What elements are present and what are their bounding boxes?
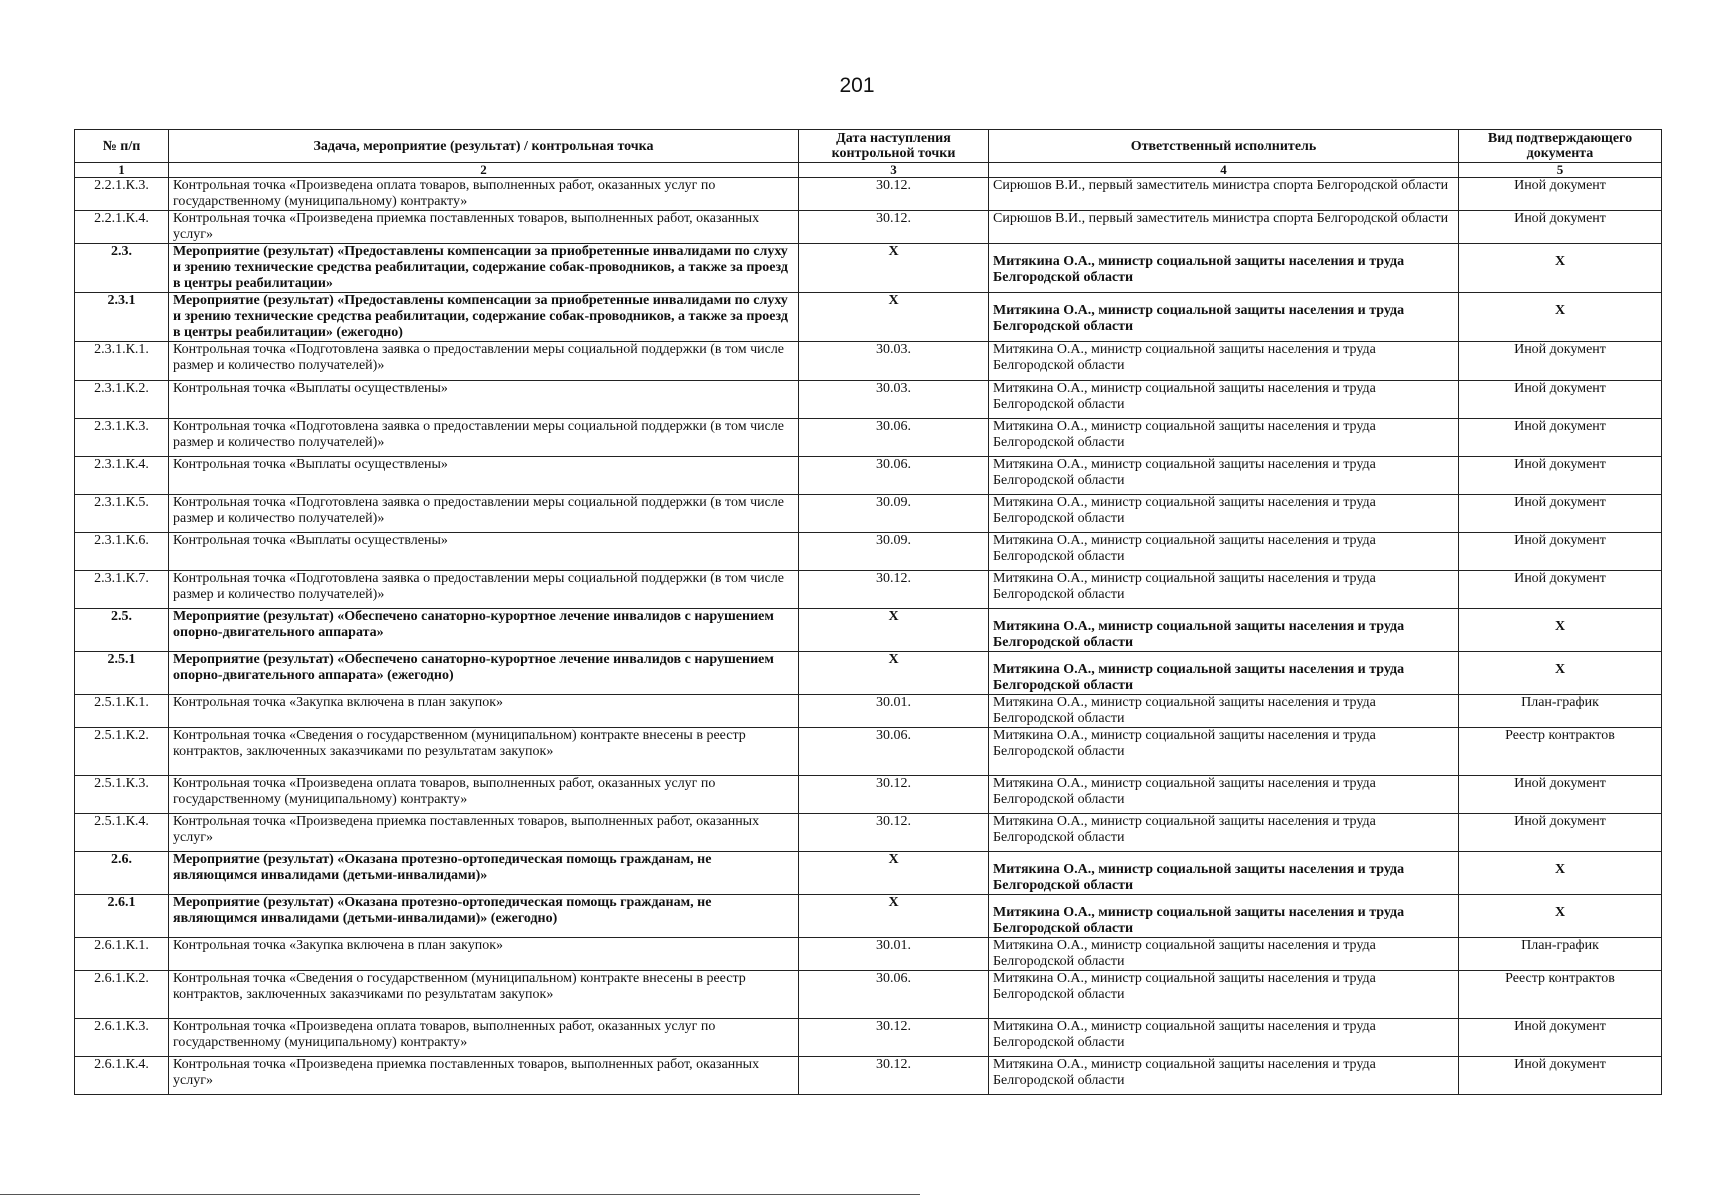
row-task: Контрольная точка «Произведена оплата товаров, выполненных работ, оказанных услуг по государственному (муниципальному) контракту» (169, 178, 799, 211)
column-number: 2 (169, 163, 799, 178)
row-document: Реестр контрактов (1459, 728, 1662, 776)
row-number: 2.5.1.К.1. (75, 695, 169, 728)
plan-table (74, 129, 1662, 1095)
table-row (75, 776, 1662, 814)
row-date: 30.12. (799, 1057, 989, 1095)
table-body (75, 178, 1662, 1095)
row-number: 2.5.1 (75, 652, 169, 695)
row-responsible: Митякина О.А., министр социальной защиты населения и труда Белгородской области (989, 609, 1459, 652)
header-num: № п/п (75, 130, 169, 163)
column-number: 4 (989, 163, 1459, 178)
table-row (75, 852, 1662, 895)
table-header-row (75, 130, 1662, 163)
row-responsible: Митякина О.А., министр социальной защиты населения и труда Белгородской области (989, 1019, 1459, 1057)
row-task: Контрольная точка «Выплаты осуществлены» (169, 381, 799, 419)
table-row (75, 609, 1662, 652)
row-responsible: Митякина О.А., министр социальной защиты населения и труда Белгородской области (989, 495, 1459, 533)
row-document: Иной документ (1459, 381, 1662, 419)
table-row (75, 381, 1662, 419)
row-task: Контрольная точка «Произведена приемка поставленных товаров, выполненных работ, оказанных услуг» (169, 1057, 799, 1095)
row-number: 2.5.1.К.2. (75, 728, 169, 776)
row-number: 2.6.1.К.2. (75, 971, 169, 1019)
table-row (75, 1019, 1662, 1057)
table-row (75, 495, 1662, 533)
row-number: 2.5.1.К.3. (75, 776, 169, 814)
row-date: 30.06. (799, 419, 989, 457)
row-date: X (799, 244, 989, 293)
row-task: Мероприятие (результат) «Обеспечено санаторно-курортное лечение инвалидов с нарушением опорно-двигательного аппарата» (ежегодно) (169, 652, 799, 695)
row-responsible: Митякина О.А., министр социальной защиты населения и труда Белгородской области (989, 652, 1459, 695)
table-row (75, 419, 1662, 457)
table-row (75, 938, 1662, 971)
row-number: 2.3.1.К.4. (75, 457, 169, 495)
row-responsible: Митякина О.А., министр социальной защиты населения и труда Белгородской области (989, 971, 1459, 1019)
row-number: 2.2.1.К.4. (75, 211, 169, 244)
row-responsible: Митякина О.А., министр социальной защиты населения и труда Белгородской области (989, 457, 1459, 495)
table-row (75, 457, 1662, 495)
header-responsible: Ответственный исполнитель (989, 130, 1459, 163)
row-task: Мероприятие (результат) «Предоставлены компенсации за приобретенные инвалидами по слуху и зрению технические средства реабилитации, содержание собак-проводников, а также за проезд в центры реабилитации» (169, 244, 799, 293)
row-number: 2.3.1.К.1. (75, 342, 169, 381)
row-task: Контрольная точка «Подготовлена заявка о предоставлении меры социальной поддержки (в том числе размер и количество получателей)» (169, 342, 799, 381)
row-document: Иной документ (1459, 776, 1662, 814)
table-row (75, 211, 1662, 244)
row-number: 2.6.1 (75, 895, 169, 938)
row-responsible: Митякина О.А., министр социальной защиты населения и труда Белгородской области (989, 419, 1459, 457)
header-task: Задача, мероприятие (результат) / контрольная точка (169, 130, 799, 163)
row-number: 2.6.1.К.3. (75, 1019, 169, 1057)
footer-rule (0, 1194, 920, 1195)
row-responsible: Митякина О.А., министр социальной защиты населения и труда Белгородской области (989, 895, 1459, 938)
row-document: Иной документ (1459, 211, 1662, 244)
row-number: 2.3.1.К.6. (75, 533, 169, 571)
row-task: Контрольная точка «Произведена приемка поставленных товаров, выполненных работ, оказанных услуг» (169, 211, 799, 244)
row-date: X (799, 293, 989, 342)
row-task: Контрольная точка «Подготовлена заявка о предоставлении меры социальной поддержки (в том числе размер и количество получателей)» (169, 495, 799, 533)
row-number: 2.3. (75, 244, 169, 293)
row-number: 2.6.1.К.1. (75, 938, 169, 971)
table-row (75, 971, 1662, 1019)
row-number: 2.3.1.К.3. (75, 419, 169, 457)
row-task: Контрольная точка «Подготовлена заявка о предоставлении меры социальной поддержки (в том числе размер и количество получателей)» (169, 419, 799, 457)
header-document: Вид подтверждающего документа (1459, 130, 1662, 163)
row-number: 2.3.1 (75, 293, 169, 342)
row-task: Контрольная точка «Произведена оплата товаров, выполненных работ, оказанных услуг по государственному (муниципальному) контракту» (169, 776, 799, 814)
row-date: X (799, 652, 989, 695)
row-responsible: Митякина О.А., министр социальной защиты населения и труда Белгородской области (989, 695, 1459, 728)
row-date: 30.12. (799, 776, 989, 814)
row-document: Иной документ (1459, 1019, 1662, 1057)
row-document: X (1459, 244, 1662, 293)
row-date: 30.01. (799, 695, 989, 728)
row-date: 30.03. (799, 342, 989, 381)
row-task: Контрольная точка «Сведения о государственном (муниципальном) контракте внесены в реестр контрактов, заключенных заказчиками по результатам закупок» (169, 728, 799, 776)
row-task: Контрольная точка «Выплаты осуществлены» (169, 457, 799, 495)
row-document: X (1459, 609, 1662, 652)
row-date: X (799, 609, 989, 652)
row-task: Мероприятие (результат) «Оказана протезно-ортопедическая помощь гражданам, не являющимся инвалидами (детьми-инвалидами)» (169, 852, 799, 895)
table-row (75, 244, 1662, 293)
row-number: 2.5. (75, 609, 169, 652)
row-document: X (1459, 895, 1662, 938)
row-document: План-график (1459, 938, 1662, 971)
row-task: Мероприятие (результат) «Обеспечено санаторно-курортное лечение инвалидов с нарушением опорно-двигательного аппарата» (169, 609, 799, 652)
row-document: Иной документ (1459, 178, 1662, 211)
row-document: Реестр контрактов (1459, 971, 1662, 1019)
row-responsible: Митякина О.А., министр социальной защиты населения и труда Белгородской области (989, 571, 1459, 609)
row-responsible: Митякина О.А., министр социальной защиты населения и труда Белгородской области (989, 776, 1459, 814)
row-date: 30.06. (799, 457, 989, 495)
row-responsible: Митякина О.А., министр социальной защиты населения и труда Белгородской области (989, 814, 1459, 852)
row-responsible: Митякина О.А., министр социальной защиты населения и труда Белгородской области (989, 293, 1459, 342)
row-document: Иной документ (1459, 1057, 1662, 1095)
row-number: 2.3.1.К.2. (75, 381, 169, 419)
row-responsible: Митякина О.А., министр социальной защиты населения и труда Белгородской области (989, 728, 1459, 776)
row-date: 30.06. (799, 971, 989, 1019)
plan-table-container (74, 129, 1661, 1095)
table-row (75, 178, 1662, 211)
row-document: Иной документ (1459, 495, 1662, 533)
page-number: 201 (839, 74, 875, 97)
row-task: Контрольная точка «Произведена приемка поставленных товаров, выполненных работ, оказанных услуг» (169, 814, 799, 852)
table-row (75, 342, 1662, 381)
row-document: Иной документ (1459, 533, 1662, 571)
table-row (75, 1057, 1662, 1095)
row-responsible: Сирюшов В.И., первый заместитель министра спорта Белгородской области (989, 178, 1459, 211)
row-number: 2.3.1.К.7. (75, 571, 169, 609)
row-responsible: Митякина О.А., министр социальной защиты населения и труда Белгородской области (989, 244, 1459, 293)
table-row (75, 895, 1662, 938)
row-responsible: Митякина О.А., министр социальной защиты населения и труда Белгородской области (989, 342, 1459, 381)
row-document: X (1459, 293, 1662, 342)
column-number: 3 (799, 163, 989, 178)
table-row (75, 293, 1662, 342)
row-task: Контрольная точка «Закупка включена в план закупок» (169, 938, 799, 971)
row-date: X (799, 852, 989, 895)
row-task: Контрольная точка «Сведения о государственном (муниципальном) контракте внесены в реестр контрактов, заключенных заказчиками по результатам закупок» (169, 971, 799, 1019)
row-date: 30.09. (799, 495, 989, 533)
column-number: 1 (75, 163, 169, 178)
table-row (75, 652, 1662, 695)
table-row (75, 728, 1662, 776)
row-responsible: Митякина О.А., министр социальной защиты населения и труда Белгородской области (989, 938, 1459, 971)
row-date: 30.12. (799, 178, 989, 211)
row-number: 2.3.1.К.5. (75, 495, 169, 533)
row-document: Иной документ (1459, 814, 1662, 852)
row-task: Контрольная точка «Подготовлена заявка о предоставлении меры социальной поддержки (в том числе размер и количество получателей)» (169, 571, 799, 609)
row-document: План-график (1459, 695, 1662, 728)
row-document: X (1459, 652, 1662, 695)
row-document: Иной документ (1459, 457, 1662, 495)
table-row (75, 533, 1662, 571)
row-date: X (799, 895, 989, 938)
row-number: 2.6. (75, 852, 169, 895)
row-date: 30.01. (799, 938, 989, 971)
row-number: 2.2.1.К.3. (75, 178, 169, 211)
row-responsible: Митякина О.А., министр социальной защиты населения и труда Белгородской области (989, 1057, 1459, 1095)
row-date: 30.12. (799, 1019, 989, 1057)
column-number: 5 (1459, 163, 1662, 178)
row-responsible: Митякина О.А., министр социальной защиты населения и труда Белгородской области (989, 381, 1459, 419)
row-task: Мероприятие (результат) «Предоставлены компенсации за приобретенные инвалидами по слуху и зрению технические средства реабилитации, содержание собак-проводников, а также за проезд в центры реабилитации» (ежегодно) (169, 293, 799, 342)
row-date: 30.03. (799, 381, 989, 419)
row-document: X (1459, 852, 1662, 895)
column-numbers-row (75, 163, 1662, 178)
row-date: 30.06. (799, 728, 989, 776)
row-responsible: Сирюшов В.И., первый заместитель министра спорта Белгородской области (989, 211, 1459, 244)
row-task: Контрольная точка «Закупка включена в план закупок» (169, 695, 799, 728)
table-row (75, 571, 1662, 609)
row-document: Иной документ (1459, 419, 1662, 457)
header-date: Дата наступления контрольной точки (799, 130, 989, 163)
row-task: Контрольная точка «Произведена оплата товаров, выполненных работ, оказанных услуг по государственному (муниципальному) контракту» (169, 1019, 799, 1057)
row-document: Иной документ (1459, 571, 1662, 609)
table-row (75, 814, 1662, 852)
row-date: 30.12. (799, 814, 989, 852)
row-responsible: Митякина О.А., министр социальной защиты населения и труда Белгородской области (989, 852, 1459, 895)
row-date: 30.12. (799, 211, 989, 244)
row-date: 30.12. (799, 571, 989, 609)
row-number: 2.6.1.К.4. (75, 1057, 169, 1095)
table-row (75, 695, 1662, 728)
row-responsible: Митякина О.А., министр социальной защиты населения и труда Белгородской области (989, 533, 1459, 571)
row-date: 30.09. (799, 533, 989, 571)
row-number: 2.5.1.К.4. (75, 814, 169, 852)
row-task: Мероприятие (результат) «Оказана протезно-ортопедическая помощь гражданам, не являющимся инвалидами (детьми-инвалидами)» (ежегодно) (169, 895, 799, 938)
row-task: Контрольная точка «Выплаты осуществлены» (169, 533, 799, 571)
row-document: Иной документ (1459, 342, 1662, 381)
